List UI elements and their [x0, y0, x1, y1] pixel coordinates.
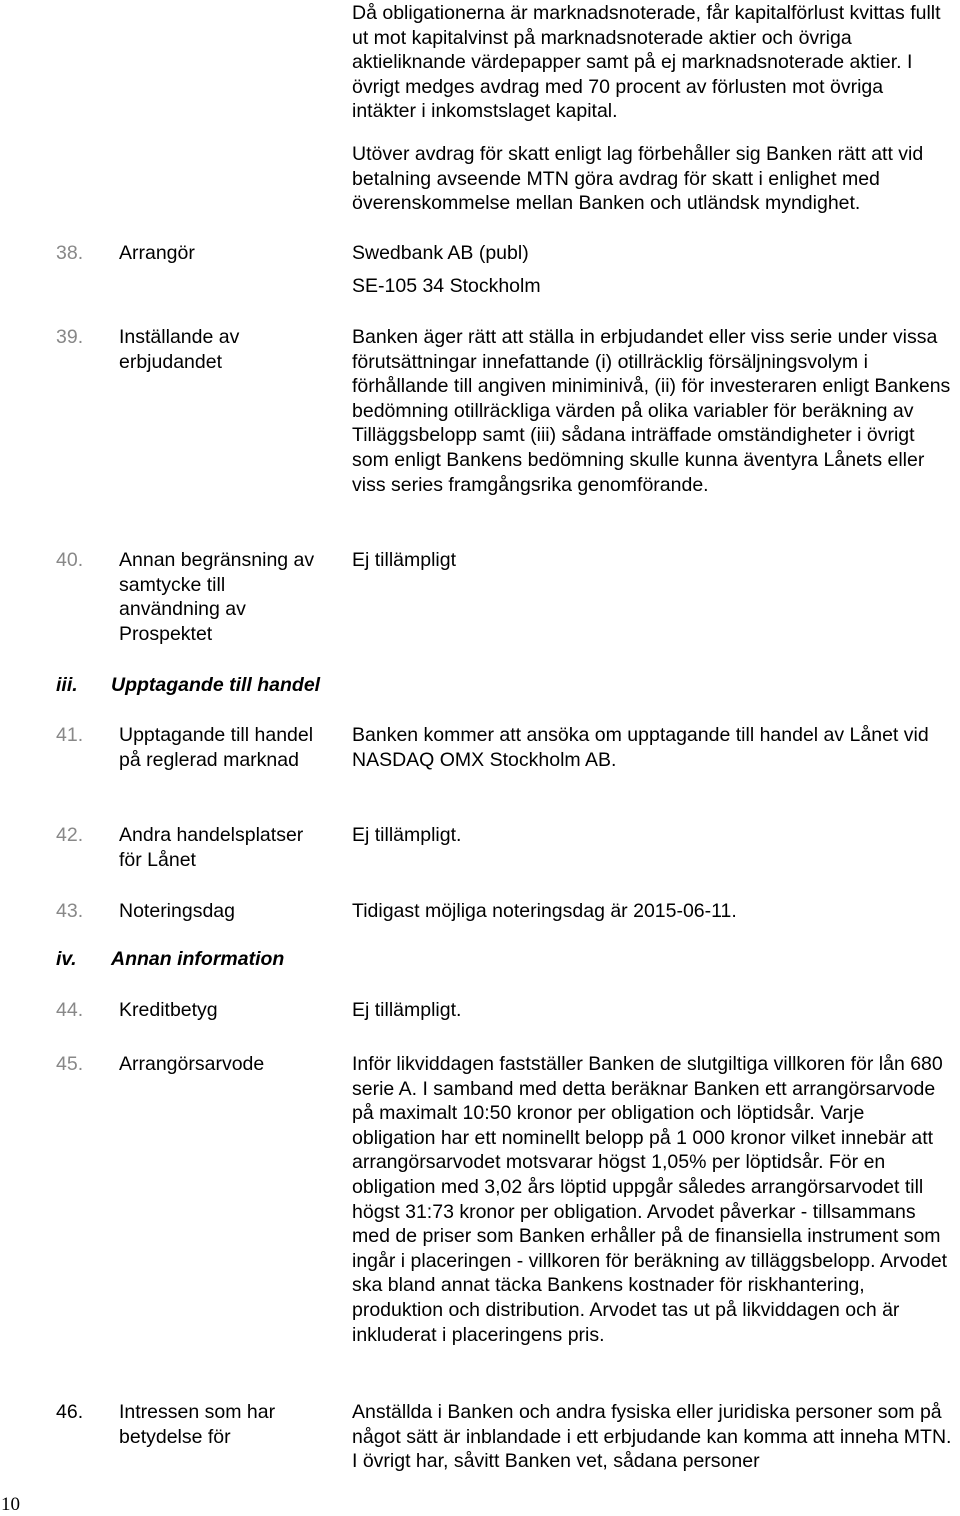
item-text-other-trading-venues: Ej tillämpligt.: [352, 824, 462, 846]
item-text-cancellation: Banken äger rätt att ställa in erbjudandet eller viss serie under vissa förutsättningar innefattande (i) otillräcklig försäljningsvolym i förhållande till angiven miniminivå, (ii) för investeraren enligt Bankens bedömning otillräckliga värden på olika variabler för beräkning av Tilläggsbelopp samt (iii) sådana inträffade omständigheter i övrigt som enligt Bankens bedömning skulle kunna äventyra Lånets eller viss series framgångsrika genomförande.: [352, 326, 951, 496]
arranger-name: Swedbank AB (publ): [352, 242, 529, 264]
item-text-credit-rating: Ej tillämpligt.: [352, 999, 462, 1021]
item-number-41: 41.: [56, 724, 84, 746]
item-label-cancellation: Inställande av erbjudandet: [119, 326, 240, 373]
item-label-arranger-fee: Arrangörsarvode: [119, 1053, 265, 1075]
item-number-38: 38.: [56, 242, 84, 264]
item-number-42: 42.: [56, 824, 84, 846]
item-number-40: 40.: [56, 549, 84, 571]
paragraph-capital-loss: Då obligationerna är marknadsnoterade, får kapitalförlust kvittas fullt ut mot kapitalvinst på marknadsnoterade aktier och övriga aktieliknande värdepapper samt på ej marknadsnoterade aktier. I övrigt medges avdrag med 70 procent av förlusten mot övriga intäkter i inkomstslaget kapital.: [352, 2, 941, 123]
item-label-interests: Intressen som har betydelse för: [119, 1401, 276, 1448]
item-label-other-trading-venues: Andra handelsplatser för Lånet: [119, 824, 304, 871]
item-number-44: 44.: [56, 999, 84, 1021]
section-title-other-information: Annan information: [111, 948, 285, 970]
item-text-prospectus-consent: Ej tillämpligt: [352, 549, 457, 571]
item-number-46: 46.: [56, 1401, 84, 1423]
section-number-iii: iii.: [56, 674, 78, 696]
item-text-interests: Anställda i Banken och andra fysiska eller juridiska personer som på något sätt är inblandade i ett erbjudande kan komma att inneha MTN. I övrigt har, såvitt Banken vet, sådana personer: [352, 1401, 952, 1473]
item-label-prospectus-consent: Annan begränsning av samtycke till användning av Prospektet: [119, 549, 315, 645]
item-text-listing-date: Tidigast möjliga noteringsdag är 2015-06-11.: [352, 900, 737, 922]
section-title-admission-to-trading: Upptagande till handel: [111, 674, 321, 696]
paragraph-tax-deduction: Utöver avdrag för skatt enligt lag förbehåller sig Banken rätt att vid betalning avseende MTN göra avdrag för skatt i enlighet med överenskommelse mellan Banken och utländsk myndighet.: [352, 143, 924, 215]
item-text-arranger-fee: Inför likviddagen fastställer Banken de slutgiltiga villkoren för lån 680 serie A. I samband med detta beräknar Banken ett arrangörsarvode på maximalt 10:50 kronor per obligation och löptidsår. Varje obligation har ett nominellt belopp på 1 000 kronor vilket innebär att arrangörsarvodet motsvarar högst 1,05% per löptidsår. För en obligation med 3,02 års löptid uppgår således arrangörsarvodet till högst 31:73 kronor per obligation. Arvodet påverkar - tillsammans med de priser som Banken erhåller på de finansiella instrument som ingår i placeringen - villkoren för beräkning av tilläggsbelopp. Arvodet ska bland annat täcka Bankens kostnader för riskhantering, produktion och distribution. Arvodet tas ut på likviddagen och är inkluderat i placeringens pris.: [352, 1053, 948, 1346]
item-label-listing-date: Noteringsdag: [119, 900, 235, 922]
section-number-iv: iv.: [56, 948, 77, 970]
item-number-43: 43.: [56, 900, 84, 922]
item-text-regulated-market: Banken kommer att ansöka om upptagande till handel av Lånet vid NASDAQ OMX Stockholm AB.: [352, 724, 929, 771]
item-label-regulated-market: Upptagande till handel på reglerad marknad: [119, 724, 314, 771]
arranger-address: SE-105 34 Stockholm: [352, 275, 541, 297]
item-label-arranger: Arrangör: [119, 242, 195, 264]
item-number-45: 45.: [56, 1053, 84, 1075]
page-number: 10: [1, 1494, 20, 1515]
item-number-39: 39.: [56, 326, 84, 348]
item-label-credit-rating: Kreditbetyg: [119, 999, 218, 1021]
